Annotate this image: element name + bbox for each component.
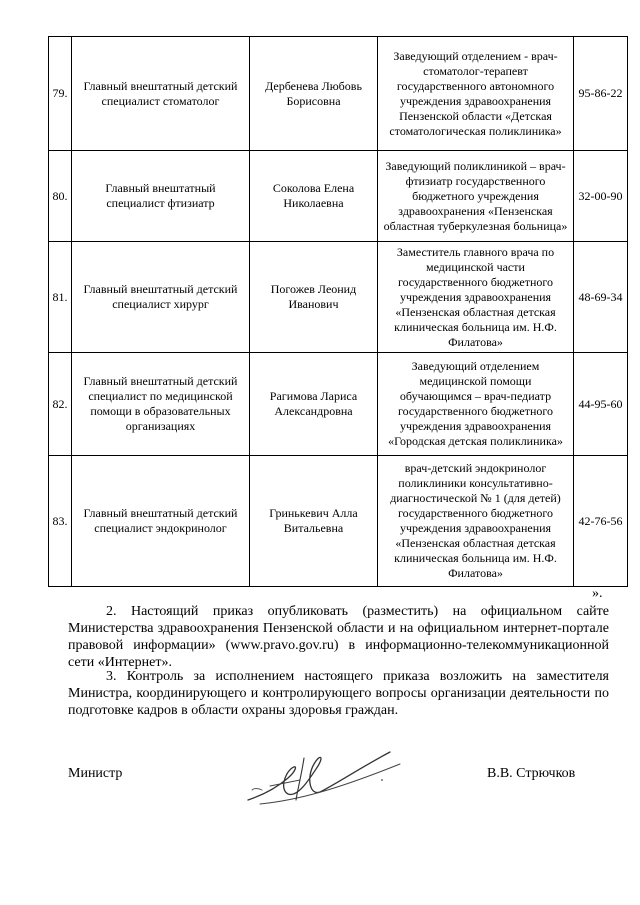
specialists-table (48, 36, 628, 587)
position-cell: Главный внештатный детский специалист стоматолог (72, 37, 250, 151)
phone-cell: 44-95-60 (574, 353, 628, 456)
organization-cell: Заведующий отделением - врач-стоматолог-терапевт государственного автономного учреждения здравоохранения Пензенской области «Детская стоматологическая поликлиника» (378, 37, 574, 151)
row-number: 81. (49, 242, 72, 353)
table-row (49, 353, 628, 456)
phone-cell: 32-00-90 (574, 151, 628, 242)
phone-cell: 95-86-22 (574, 37, 628, 151)
position-cell: Главный внештатный детский специалист эндокринолог (72, 456, 250, 587)
phone-cell: 48-69-34 (574, 242, 628, 353)
phone-cell: 42-76-56 (574, 456, 628, 587)
table-row (49, 242, 628, 353)
signatory-name: В.В. Стрючков (487, 766, 576, 781)
organization-cell: Заведующий отделением медицинской помощи обучающимся – врач-педиатр государственного бюджетного учреждения здравоохранения «Городская детская поликлиника» (378, 353, 574, 456)
table-row (49, 151, 628, 242)
table-row (49, 37, 628, 151)
name-cell: Соколова Елена Николаевна (250, 151, 378, 242)
closing-quote: ». (592, 586, 603, 601)
row-number: 80. (49, 151, 72, 242)
row-number: 82. (49, 353, 72, 456)
position-cell: Главный внештатный детский специалист по медицинской помощи в образовательных организациях (72, 353, 250, 456)
paragraph-publication: 2. Настоящий приказ опубликовать (разместить) на официальном сайте Министерства здравоохранения Пензенской области и на официальном интернет-портале правовой информации» (www.pravo.gov.ru) в информационно-телекоммуникационной сети «Интернет». (68, 604, 609, 670)
name-cell: Дербенева Любовь Борисовна (250, 37, 378, 151)
organization-cell: Заместитель главного врача по медицинской части государственного бюджетного учреждения здравоохранения «Пензенская областная детская клиническая больница им. Н.Ф. Филатова» (378, 242, 574, 353)
table-row (49, 456, 628, 587)
handwritten-signature (240, 738, 410, 818)
position-cell: Главный внештатный детский специалист хирург (72, 242, 250, 353)
name-cell: Гринькевич Алла Витальевна (250, 456, 378, 587)
organization-cell: Заведующий поликлиникой – врач-фтизиатр государственного бюджетного учреждения здравоохранения «Пензенская областная туберкулезная больница» (378, 151, 574, 242)
name-cell: Погожев Леонид Иванович (250, 242, 378, 353)
name-cell: Рагимова Лариса Александровна (250, 353, 378, 456)
paragraph-control: 3. Контроль за исполнением настоящего приказа возложить на заместителя Министра, координирующего и контролирующего вопросы организации деятельности по подготовке кадров в области охраны здоровья граждан. (68, 669, 609, 718)
position-cell: Главный внештатный специалист фтизиатр (72, 151, 250, 242)
row-number: 83. (49, 456, 72, 587)
signatory-title: Министр (68, 766, 123, 781)
organization-cell: врач-детский эндокринолог поликлиники консультативно-диагностической № 1 (для детей) государственного бюджетного учреждения здравоохранения «Пензенская областная детская клиническая больница им. Н.Ф. Филатова» (378, 456, 574, 587)
row-number: 79. (49, 37, 72, 151)
